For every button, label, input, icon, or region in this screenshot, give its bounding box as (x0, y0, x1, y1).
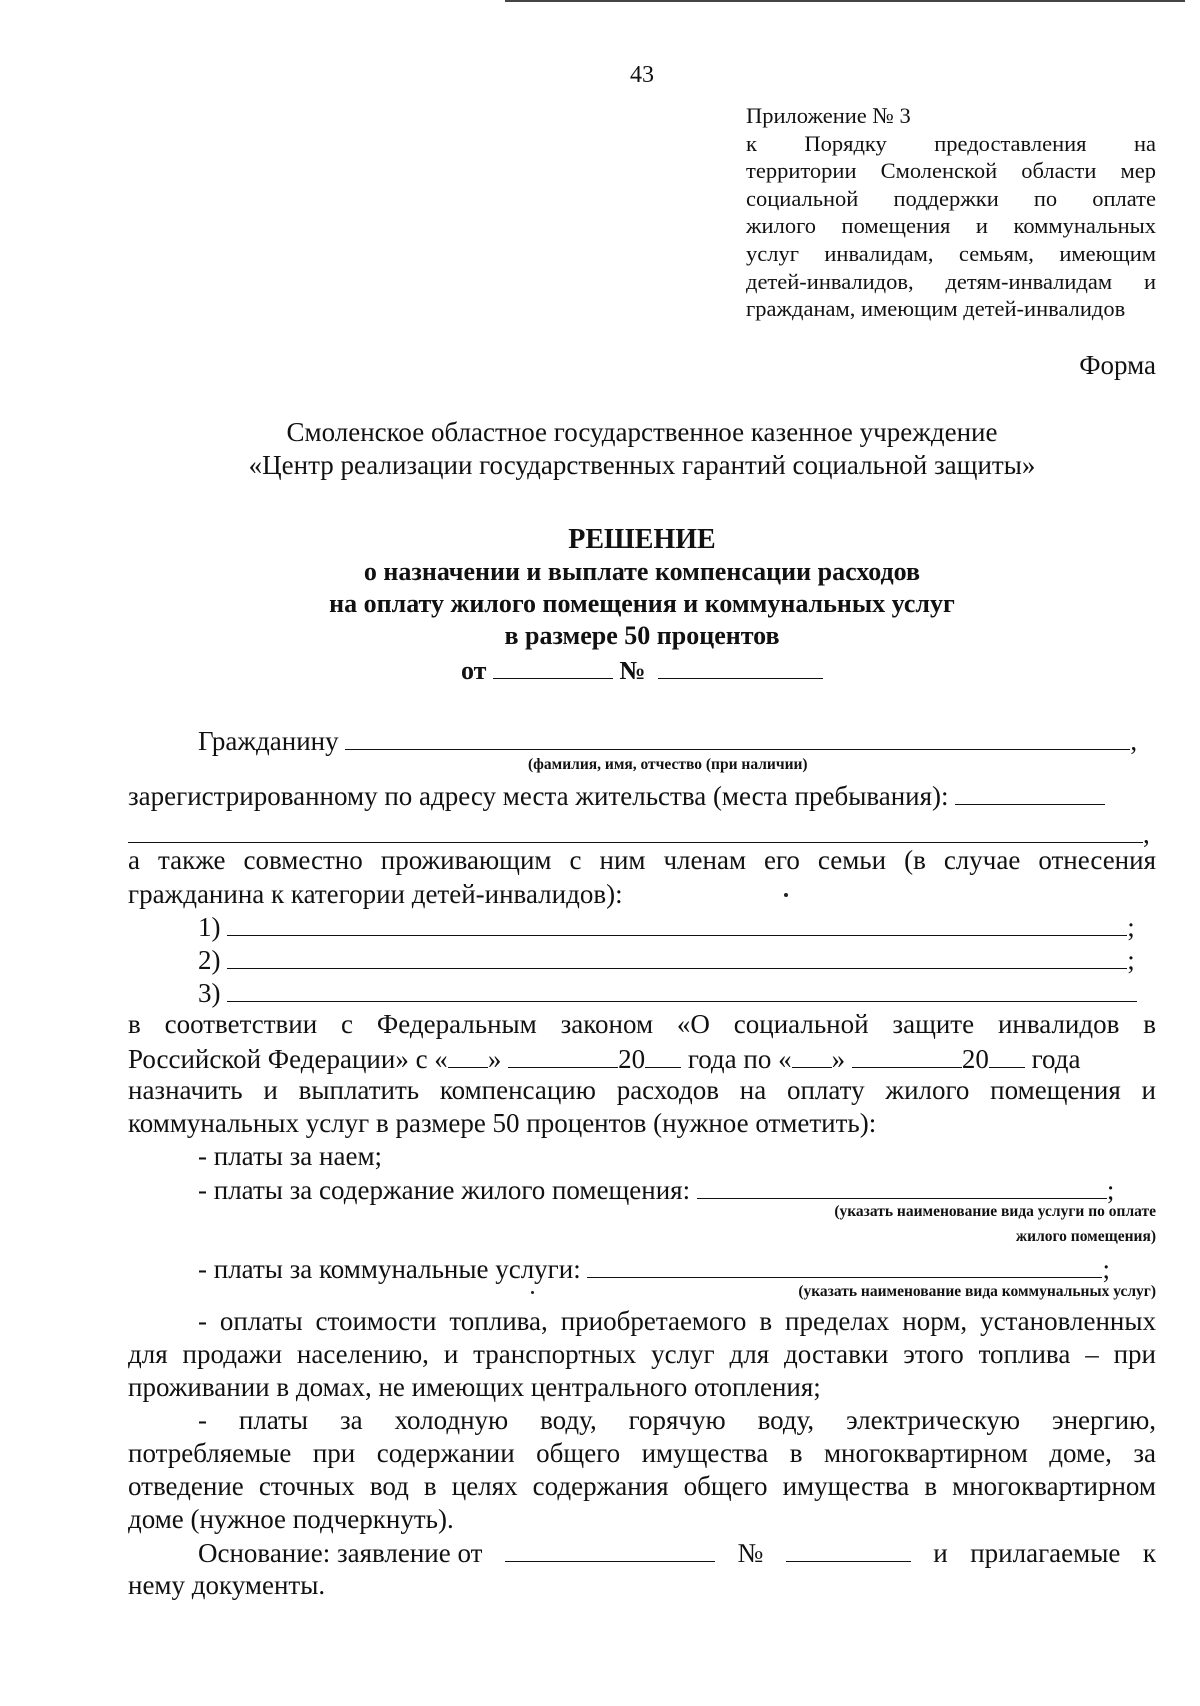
basis-row (128, 1537, 1156, 1569)
maintenance-hint: жилого помещения) (1015, 1228, 1156, 1245)
organization-name (128, 416, 1156, 482)
period-row (128, 1043, 1156, 1075)
decision-number-sign: № (619, 656, 646, 685)
semicolon: ; (1127, 945, 1135, 975)
comma: , (1130, 726, 1138, 756)
year-text: года (1031, 1044, 1081, 1074)
item-utilities-label: - платы за коммунальные услуги: (198, 1254, 581, 1284)
water-line: - платы за холодную воду, горячую воду, электрическую энергию, (198, 1405, 1156, 1435)
assign-line: коммунальных услуг в размере 50 процентов (нужное отметить): (128, 1108, 877, 1138)
organization-line: Смоленское областное государственное казенное учреждение (286, 417, 998, 447)
decision-from-label: от (460, 656, 487, 685)
decision-subtitle: на оплату жилого помещения и коммунальных услуг (329, 589, 955, 618)
basis-number-sign: № (737, 1538, 764, 1568)
assign-line: назначить и выплатить компенсацию расходов на оплату жилого помещения и (128, 1075, 1156, 1105)
appendix-line: социальной поддержки по оплате (746, 185, 1156, 211)
organization-line: «Центр реализации государственных гарантий социальной защиты» (248, 450, 1036, 480)
decision-title: РЕШЕНИЕ (568, 524, 716, 555)
year-to-text: года по « (687, 1044, 792, 1074)
quote: » (487, 1044, 502, 1074)
basis-k: к (1142, 1538, 1156, 1568)
citizen-name-field[interactable] (345, 725, 1130, 750)
fuel-line: проживании в домах, не имеющих центрального отопления; (128, 1372, 821, 1402)
family-line: а также совместно проживающим с ним членам его семьи (в случае отнесения (128, 845, 1156, 875)
semicolon: ; (1106, 1175, 1115, 1205)
fio-hint: (фамилия, имя, отчество (при наличии) (528, 756, 808, 773)
year-prefix: 20 (618, 1044, 646, 1074)
decision-title-block (128, 524, 1156, 687)
end-day-field[interactable] (792, 1043, 832, 1068)
member-number: 1) (198, 912, 221, 942)
semicolon: ; (1127, 912, 1135, 942)
family-member-field-1[interactable] (227, 911, 1127, 936)
basis-label: Основание: заявление от (198, 1538, 483, 1568)
law-line: в соответствии с Федеральным законом «О социальной защите инвалидов в (128, 1009, 1156, 1039)
water-line: отведение сточных вод в целях содержания общего имущества в многоквартирном (128, 1471, 1156, 1501)
year-prefix: 20 (961, 1044, 989, 1074)
citizen-label: Гражданину (198, 726, 339, 756)
utilities-hint: (указать наименование вида коммунальных услуг) (798, 1283, 1156, 1300)
address-field[interactable] (955, 780, 1105, 805)
item-maintenance-label: - платы за содержание жилого помещения: (198, 1175, 691, 1205)
application-number-field[interactable] (786, 1537, 911, 1562)
appendix-line: к Порядку предоставления на (746, 130, 1156, 156)
appendix-line: территории Смоленской области мер (746, 158, 1156, 184)
member-number: 2) (198, 945, 221, 975)
appendix-line: жилого помещения и коммунальных (746, 213, 1156, 239)
family-member-field-3[interactable] (227, 977, 1137, 1002)
decision-subtitle: в размере 50 процентов (504, 621, 780, 650)
comma: , (1143, 819, 1150, 849)
fuel-line: для продажи населению, и транспортных услуг для доставки этого топлива – при (128, 1339, 1156, 1369)
scan-speck (784, 893, 788, 897)
decision-number-field[interactable] (658, 654, 823, 679)
maintenance-row (128, 1174, 1200, 1206)
member-number: 3) (198, 978, 221, 1008)
water-line: доме (нужное подчеркнуть). (128, 1504, 454, 1534)
semicolon: ; (1102, 1254, 1110, 1284)
start-month-field[interactable] (508, 1043, 618, 1068)
decision-date-field[interactable] (493, 654, 613, 679)
water-line: потребляемые при содержании общего имущества в многоквартирном доме, за (128, 1438, 1156, 1468)
end-month-field[interactable] (852, 1043, 962, 1068)
address-row (128, 780, 1156, 812)
basis-attached: прилагаемые (970, 1538, 1121, 1568)
document-page (128, 0, 1156, 1706)
fuel-line: - оплаты стоимости топлива, приобретаемого в пределах норм, установленных (198, 1306, 1156, 1336)
appendix-line: детей-инвалидов, детям-инвалидам и (746, 268, 1156, 294)
family-line: гражданина к категории детей-инвалидов): (128, 879, 623, 909)
scan-speck (531, 1291, 534, 1294)
quote: » (831, 1044, 846, 1074)
utilities-row (128, 1253, 1200, 1285)
appendix-title: Приложение № 3 (746, 103, 911, 128)
application-date-field[interactable] (505, 1537, 715, 1562)
appendix-block (746, 102, 1156, 323)
appendix-line: услуг инвалидам, семьям, имеющим (746, 240, 1156, 266)
decision-subtitle: о назначении и выплате компенсации расходов (363, 557, 921, 586)
decision-date-number-row (128, 654, 1156, 687)
maintenance-service-field[interactable] (697, 1174, 1107, 1199)
citizen-row (128, 725, 1200, 757)
law-text: Российской Федерации» с « (128, 1044, 448, 1074)
family-member-row (128, 977, 1200, 1009)
family-member-row (128, 944, 1200, 976)
utilities-service-field[interactable] (587, 1253, 1102, 1278)
end-year-field[interactable] (989, 1043, 1025, 1068)
family-member-row (128, 911, 1200, 943)
start-year-field[interactable] (645, 1043, 681, 1068)
form-label: Форма (1079, 350, 1156, 380)
address-field-continued[interactable] (128, 818, 1143, 843)
family-member-field-2[interactable] (227, 944, 1127, 969)
basis-and: и (933, 1538, 948, 1568)
basis-line: нему документы. (128, 1570, 326, 1600)
maintenance-hint: (указать наименование вида услуги по оплате (834, 1203, 1156, 1220)
registered-label: зарегистрированному по адресу места жительства (места пребывания): (128, 781, 949, 811)
start-day-field[interactable] (448, 1043, 488, 1068)
item-rent: - платы за наем; (198, 1141, 383, 1171)
page-number: 43 (630, 62, 654, 88)
appendix-line: гражданам, имеющим детей-инвалидов (746, 296, 1126, 322)
